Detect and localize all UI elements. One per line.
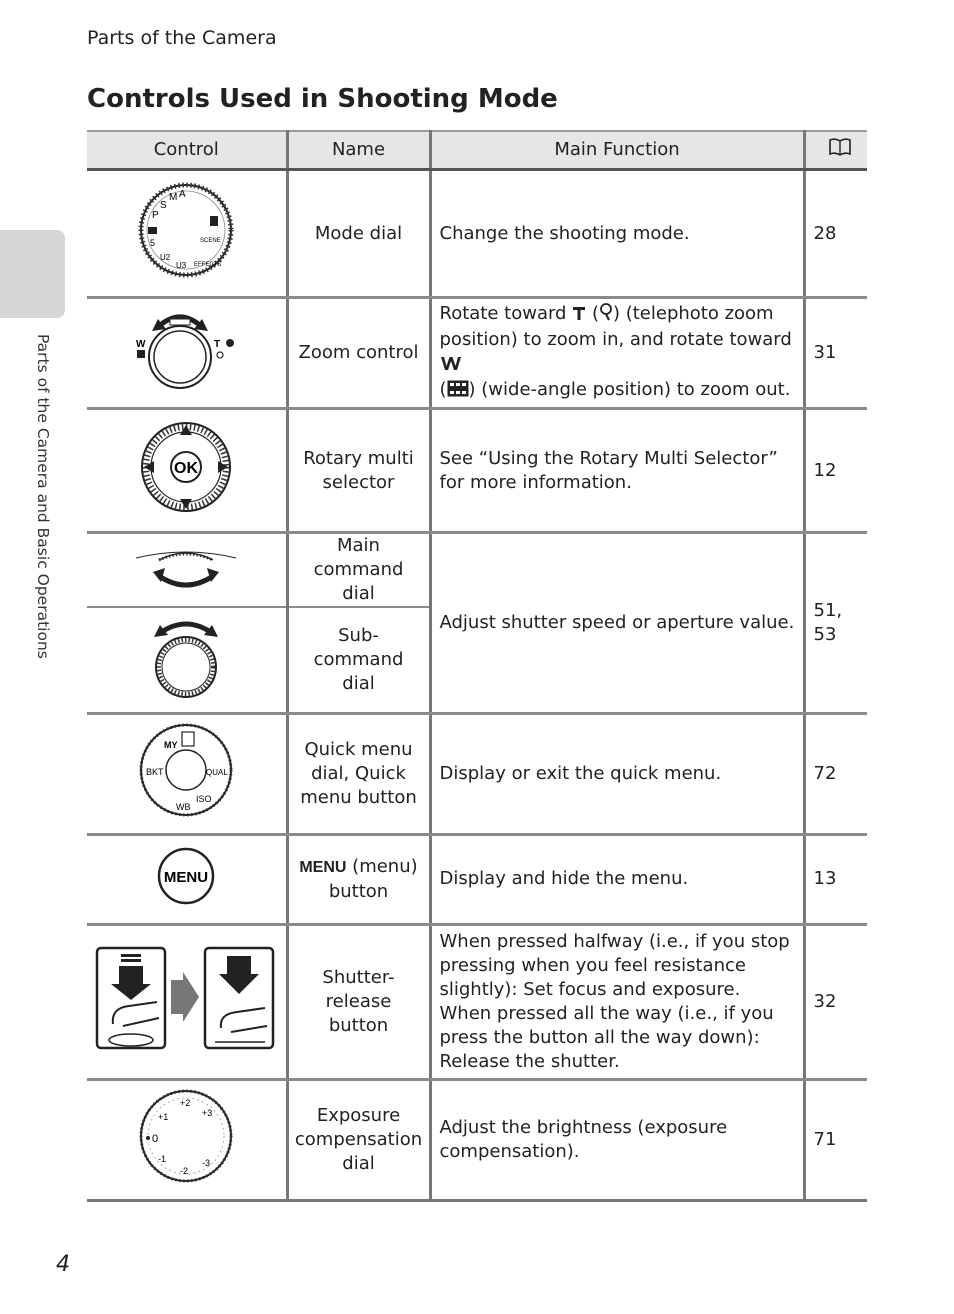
controls-table (87, 130, 867, 1202)
table-row (87, 409, 867, 533)
section-header: Parts of the Camera (87, 27, 277, 49)
svg-text:-3: -3 (202, 1158, 211, 1168)
svg-text:-2: -2 (180, 1166, 189, 1176)
svg-text:M: M (169, 192, 178, 203)
header-name: Name (287, 131, 430, 170)
page-number: 4 (56, 1252, 70, 1277)
main-command-dial-icon (131, 538, 241, 603)
control-cell (87, 607, 287, 713)
table-header-row (87, 131, 867, 170)
page-ref-cell: 28 (804, 170, 867, 298)
function-cell: Adjust the brightness (exposure compensation). (430, 1079, 804, 1200)
quick-menu-dial-icon (136, 720, 236, 827)
exposure-compensation-dial-icon (136, 1086, 236, 1193)
function-cell: Display or exit the quick menu. (430, 713, 804, 834)
menu-label: MENU (299, 858, 347, 876)
control-cell (87, 924, 287, 1079)
tele-glyph: T (214, 338, 221, 350)
table-row (87, 533, 867, 608)
control-cell (87, 533, 287, 608)
table-row (87, 1079, 867, 1200)
function-cell: Adjust shutter speed or aperture value. (430, 533, 804, 714)
sub-command-dial-icon (146, 611, 226, 708)
svg-text:-1: -1 (158, 1154, 167, 1164)
shutter-release-icon (95, 946, 277, 1057)
svg-text:U3: U3 (176, 261, 187, 270)
table-row (87, 924, 867, 1079)
function-cell: Display and hide the menu. (430, 834, 804, 924)
svg-text:U2: U2 (160, 253, 171, 262)
name-suffix: (menu) button (328, 855, 418, 902)
page-title: Controls Used in Shooting Mode (87, 84, 558, 114)
zoom-control-icon (136, 305, 236, 402)
menu-glyph: MENU (164, 868, 209, 886)
thumbnail-grid-icon (447, 380, 469, 404)
name-cell: Exposure compensation dial (287, 1079, 430, 1200)
name-cell: Sub-command dial (287, 607, 430, 713)
telephoto-t-icon (572, 304, 586, 328)
table-row (87, 170, 867, 298)
svg-text:MY: MY (164, 740, 178, 750)
control-cell (87, 409, 287, 533)
function-text: ) (wide-angle position) to zoom out. (468, 379, 791, 400)
svg-text:5: 5 (150, 238, 156, 248)
function-cell: See “Using the Rotary Multi Selector” for more information. (430, 409, 804, 533)
name-cell: Quick menu dial, Quick menu button (287, 713, 430, 834)
svg-text:P: P (152, 210, 159, 221)
name-cell (287, 834, 430, 924)
page-ref-cell: 71 (804, 1079, 867, 1200)
page-ref-cell: 32 (804, 924, 867, 1079)
svg-text:+2: +2 (180, 1098, 191, 1108)
control-cell (87, 1079, 287, 1200)
page-ref-cell: 31 (804, 298, 867, 409)
table-row (87, 834, 867, 924)
mode-dial-icon (136, 180, 236, 287)
control-cell (87, 834, 287, 924)
header-page-ref (804, 131, 867, 170)
svg-text:SCENE: SCENE (200, 238, 221, 244)
function-text: ( (586, 303, 599, 324)
wide-glyph: W (136, 338, 146, 350)
svg-text:+1: +1 (158, 1112, 169, 1122)
function-text: ) (telephoto zoom position) to zoom in, and rotate toward (439, 303, 792, 350)
control-cell (87, 170, 287, 298)
page-ref-cell: 51, 53 (804, 533, 867, 714)
name-cell: Main command dial (287, 533, 430, 608)
svg-text:S: S (160, 200, 167, 211)
svg-text:QUAL: QUAL (206, 768, 229, 777)
side-tab (0, 230, 65, 318)
function-cell: When pressed halfway (i.e., if you stop pressing when you feel resistance slightly): Set focus and exposure. When pressed all the way (i.e., if you press the button all the way down): Release the shutter. (430, 924, 804, 1079)
function-cell (430, 298, 804, 409)
page-ref-cell: 72 (804, 713, 867, 834)
name-cell: Zoom control (287, 298, 430, 409)
page-ref-cell: 12 (804, 409, 867, 533)
magnify-icon (599, 303, 613, 328)
side-label: Parts of the Camera and Basic Operations (34, 334, 52, 659)
svg-text:WB: WB (176, 802, 191, 812)
menu-button-icon (156, 846, 216, 913)
svg-text:A: A (179, 189, 186, 200)
svg-text:0: 0 (152, 1133, 159, 1145)
control-cell (87, 713, 287, 834)
name-cell: Shutter- release button (287, 924, 430, 1079)
ok-glyph: OK (174, 460, 199, 477)
header-main-function: Main Function (430, 131, 804, 170)
control-cell (87, 298, 287, 409)
function-text: ( (439, 379, 447, 400)
table-row (87, 298, 867, 409)
table-row (87, 713, 867, 834)
rotary-multi-selector-icon (136, 417, 236, 524)
svg-text:BKT: BKT (146, 767, 164, 777)
function-cell: Change the shooting mode. (430, 170, 804, 298)
function-text: Rotate toward (439, 303, 573, 324)
name-cell: Rotary multi selector (287, 409, 430, 533)
page-ref-cell: 13 (804, 834, 867, 924)
name-cell: Mode dial (287, 170, 430, 298)
wide-w-icon (440, 354, 462, 378)
book-icon (827, 137, 853, 164)
svg-text:ISO: ISO (196, 794, 212, 804)
svg-text:+3: +3 (202, 1108, 213, 1118)
svg-text:EFFECTS: EFFECTS (194, 262, 222, 268)
header-control: Control (87, 131, 287, 170)
